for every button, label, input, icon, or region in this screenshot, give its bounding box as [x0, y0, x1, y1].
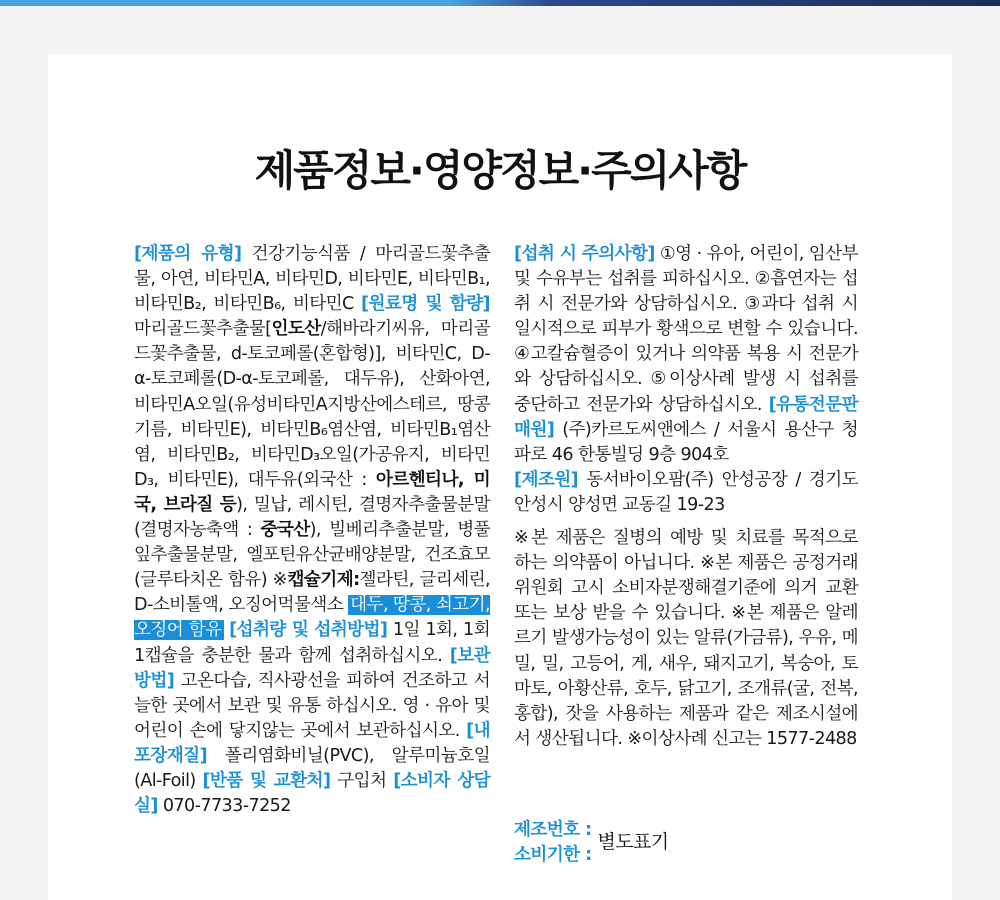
top-accent-bar [0, 0, 1000, 6]
ingredients-text-2: /해바라기씨유, 마리골드꽃추출물, d-토코페롤(혼합형)], 비타민C, D-α-토코페롤(D-α-토코페롤, 대두유), 산화아연, 비타민A오일(유성비타민A지방산에스테르, 땅콩기름, 비타민E), 비타민B₆염산염, 비타민B₁염산염, 비타민B₂, 비타민D₃오일(가공유지, 비타민D₃, 비타민E), 대두유(외국산 : [134, 319, 490, 490]
product-info-column [134, 242, 490, 819]
manufacturer-label: [제조원] [514, 469, 579, 490]
precautions-label: [섭취 시 주의사항] [514, 244, 655, 264]
capsule-base-label: 캡슐기제: [287, 570, 360, 591]
ingredients-origin-india: 인도산 [271, 319, 321, 340]
allergen-highlight: 대두, 땅콩, 쇠고기, 오징어 함유 [134, 595, 491, 641]
dosage-label: [섭취량 및 섭취방법] [229, 620, 388, 641]
expiry-label: 소비기한 : [514, 845, 592, 865]
ingredients-text-4: ), 빌베리추출분말, 병풀잎추출물분말, 엘포틴유산균배양분말, 건조효모(글루타치온 함유) ※ [134, 520, 490, 591]
lot-expiry-value: 별도표기 [597, 831, 669, 853]
return-label: [반품 및 교환처] [202, 770, 331, 791]
dosage-text: 1일 1회, 1회 1캡슐을 충분한 물과 함께 섭취하십시오. [134, 620, 490, 666]
return-text: 구입처 [330, 770, 394, 791]
storage-text: 고온다습, 직사광선을 피하여 건조하고 서늘한 곳에서 보관 및 유통 하십시오. 영 · 유아 및 어린이 손에 닿지않는 곳에서 보관하십시오. [134, 670, 490, 741]
manufacturer-block [514, 468, 858, 518]
precautions-block [514, 242, 858, 468]
lot-number-label: 제조번호 : [514, 820, 592, 840]
consumer-center-label: [소비자 상담실] [134, 770, 490, 817]
ingredients-origin-foreign: 아르헨티나, 미국, 브라질 등 [134, 469, 491, 515]
notice-text: ※본 제품은 질병의 예방 및 치료를 목적으로 하는 의약품이 아닙니다. ※본 제품은 공정거래위원회 고시 소비자분쟁해결기준에 의거 교환 또는 보상 받을 수 있습니다. ※본 제품은 알레르기 발생가능성이 있는 알류(가금류), 우유, 메밀, 밀, 고등어, 게, 새우, 돼지고기, 복숭아, 토마토, 아황산류, 호두, 닭고기, 조개류(굴, 전복, 홍합), 잣을 사용하는 제품과 같은 제조시설에서 생산됩니다. ※이상사례 신고는 1577-2488 [514, 528, 858, 749]
precautions-text: ①영 · 유아, 어린이, 임산부 및 수유부는 섭취를 피하십시오. ②흡연자는 섭취 시 전문가와 상담하십시오. ③과다 섭취 시 일시적으로 피부가 황색으로 변할 수 있습니다. ④고칼슘혈증이 있거나 의약품 복용 시 전문가와 상담하십시오. ⑤이상사례 발생 시 섭취를 중단하고 전문가와 상담하십시오. [514, 244, 858, 415]
packaging-label: [내포장재질] [134, 720, 490, 766]
ingredients-text-3: ), 밀납, 레시틴, 결명자추출물분말(결명자농축액 : [134, 494, 490, 541]
consumer-center-text: 070-7733-7252 [157, 796, 291, 817]
manufacturer-text: 동서바이오팜(주) 안성공장 / 경기도 안성시 양성면 교동길 19-23 [514, 469, 858, 515]
distributor-label: [유통전문판매원] [514, 394, 858, 440]
lot-expiry-block [514, 818, 858, 868]
product-type-text: 건강기능식품 / 마리골드꽃추출물, 아연, 비타민A, 비타민D, 비타민E, 비타민B₁, 비타민B₂, 비타민B₆, 비타민C [134, 244, 491, 315]
ingredients-label: [원료명 및 함량] [361, 294, 490, 315]
ingredients-origin-china: 중국산 [260, 520, 310, 541]
packaging-text: 폴리염화비닐(PVC), 알루미늄호일(Al-Foil) [134, 745, 490, 791]
page-title: 제품정보·영양정보·주의사항 [254, 146, 746, 195]
lot-expiry-labels [514, 818, 592, 868]
product-type-label: [제품의 유형] [134, 244, 242, 264]
distributor-text: (주)카르도씨앤에스 / 서울시 용산구 청파로 46 한통빌딩 9층 904호 [514, 419, 858, 465]
precautions-column [514, 242, 858, 752]
ingredients-text-5: 젤라틴, 글리세린, D-소비톨액, 오징어먹물색소 [134, 570, 490, 616]
storage-label: [보관방법] [134, 645, 490, 691]
ingredients-text-1: 마리골드꽃추출물[ [134, 319, 272, 340]
